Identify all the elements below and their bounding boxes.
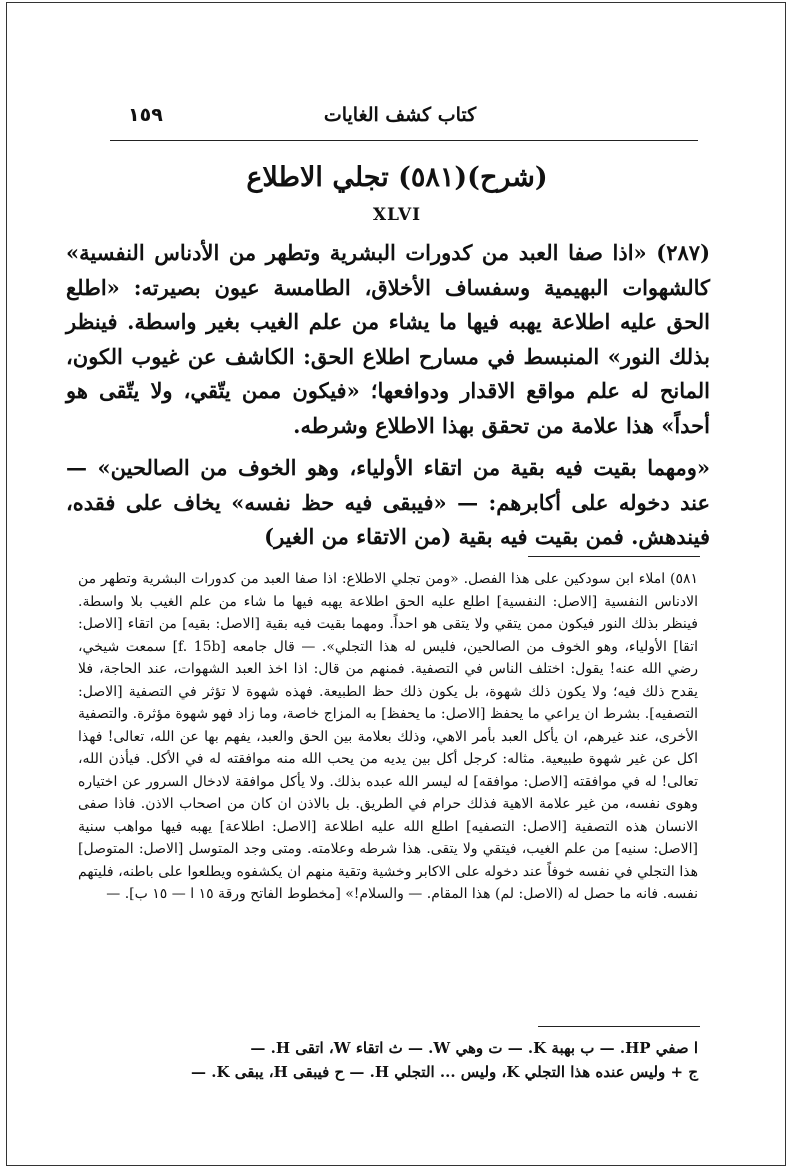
main-paragraph-2: «ومهما بقيت فيه بقية من اتقاء الأولياء، وهو الخوف من الصالحين» — عند دخوله على أكابرهم: — «فيبقى فيه حظ نفسه» يخاف على فقده، فيندهش. فمن بقيت فيه بقية (من الاتقاء من الغير): [66, 455, 710, 549]
critical-apparatus: [76, 1036, 698, 1084]
section-number: XLVI: [372, 205, 422, 225]
footnote: [78, 568, 698, 906]
running-title: كتاب كشف الغايات: [323, 104, 477, 126]
footnote-rule: [528, 556, 700, 557]
apparatus-line-2: ج + وليس عنده هذا التجلي K، وليس ... التجلي H. — ح فيبقى H، يبقى K. —: [190, 1063, 698, 1081]
apparatus-rule: [538, 1026, 700, 1027]
header-rule: [110, 140, 698, 141]
main-paragraph-1: (٢٨٧) «اذا صفا العبد من كدورات البشرية وتطهر من الأدناس النفسية» كالشهوات البهيمية وسفساف الأخلاق، الطامسة عيون بصيرته: «اطلع الحق عليه اطلاعة يهبه فيها ما يشاء من علم الغيب بغير واسطة. فينظر بذلك النور» المنبسط في مسارح اطلاع الحق: الكاشف عن غيوب الكون، المانح له علم مواقع الاقدار ودوافعها؛ «فيكون ممن يتّقي، ولا يتّقى هو أحداً» هذا علامة من تحقق بهذا الاطلاع وشرطه.: [66, 240, 710, 438]
main-text: [66, 236, 710, 555]
page-number: ١٥٩: [128, 104, 163, 126]
section-title: (شرح)(٥٨١) تجلي الاطلاع: [246, 162, 548, 193]
page-header: [110, 104, 690, 134]
footnote-text: ٥٨١) املاء ابن سودكين على هذا الفصل. «ومن تجلي الاطلاع: اذا صفا العبد من كدورات البشرية وتطهر من الادناس النفسية [الاصل: النفسية] اطلع عليه الحق اطلاعة يهبه فيها ما شاء من علم الغيب بلا واسطة. فينظر بذلك النور فيكون ممن يتقي ولا يتقى هو احداً. ومهما بقيت فيه بقية [الاصل: بقيه] من اتقاء [الاصل: اتقا] الأولياء، وهو الخوف من الصالحين، فليس له هذا التجلي». — قال جامعه [f. 15b] سمعت شيخي، رضي الله عنه! يقول: اختلف الناس في التصفية. فمنهم من قال: اذا اخذ العبد الشهوات، عند الحاجة، فلا يقدح ذلك فيه؛ ولا يكون ذلك شهوة، بل يكون ذلك حظ الطبيعة. فهذه شهوة لا تؤثر في التصفية [الاصل: التصفيه]. بشرط ان يراعي ما يحفظ [الاصل: ما يحفظ] به المزاج خاصة، وما زاد فهو شهوة مؤثرة. والتصفية الأخرى، عند غيرهم، ان يأكل العبد بأمر الاهي، وذلك بعلامة بين الحق والعبد، يفهم بها عن الله، تعالى! فهذا اكل عن غير شهوة طبيعية. مثاله: كرجل أكل بين يديه من يحب الله منه موافقته له في الأكل. فيأذن الله، تعالى! له في موافقته [الاصل: موافقه] له ليسر الله عبده بذلك. ولا يأكل موافقة لادخال السرور عن اختياره وهوى نفسه، من غير علامة الاهية فذلك حرام في الطريق. بل بالاذن ان كان من اصحاب الاذن. فاذا صفى الانسان هذه التصفية [الاصل: التصفيه] اطلع الله عليه اطلاعة [الاصل: اطلاعة] يهبه فيها مواهب سنية [الاصل: سنيه] من علم الغيب، فيتقي ولا يتقى. هذا شرطه وعلامته. ومتى وجد المتوسل [الاصل: المتوصل] هذا التجلي في نفسه خوفاً عند دخوله على الاكابر وخشية وتقية منهم ان يكشفوه ويطلعوا على باطنه، فليتهم نفسه. فانه ما حصل له (الاصل: لم) هذا المقام. — والسلام!» [مخطوط الفاتح ورقة ١٥ ا — ١٥ ب]. —: [78, 571, 698, 902]
apparatus-line-1: ا صفي HP. — ب بهبة K. — ت وهي W. — ث اتقاء W، اتقى H. —: [250, 1039, 698, 1057]
